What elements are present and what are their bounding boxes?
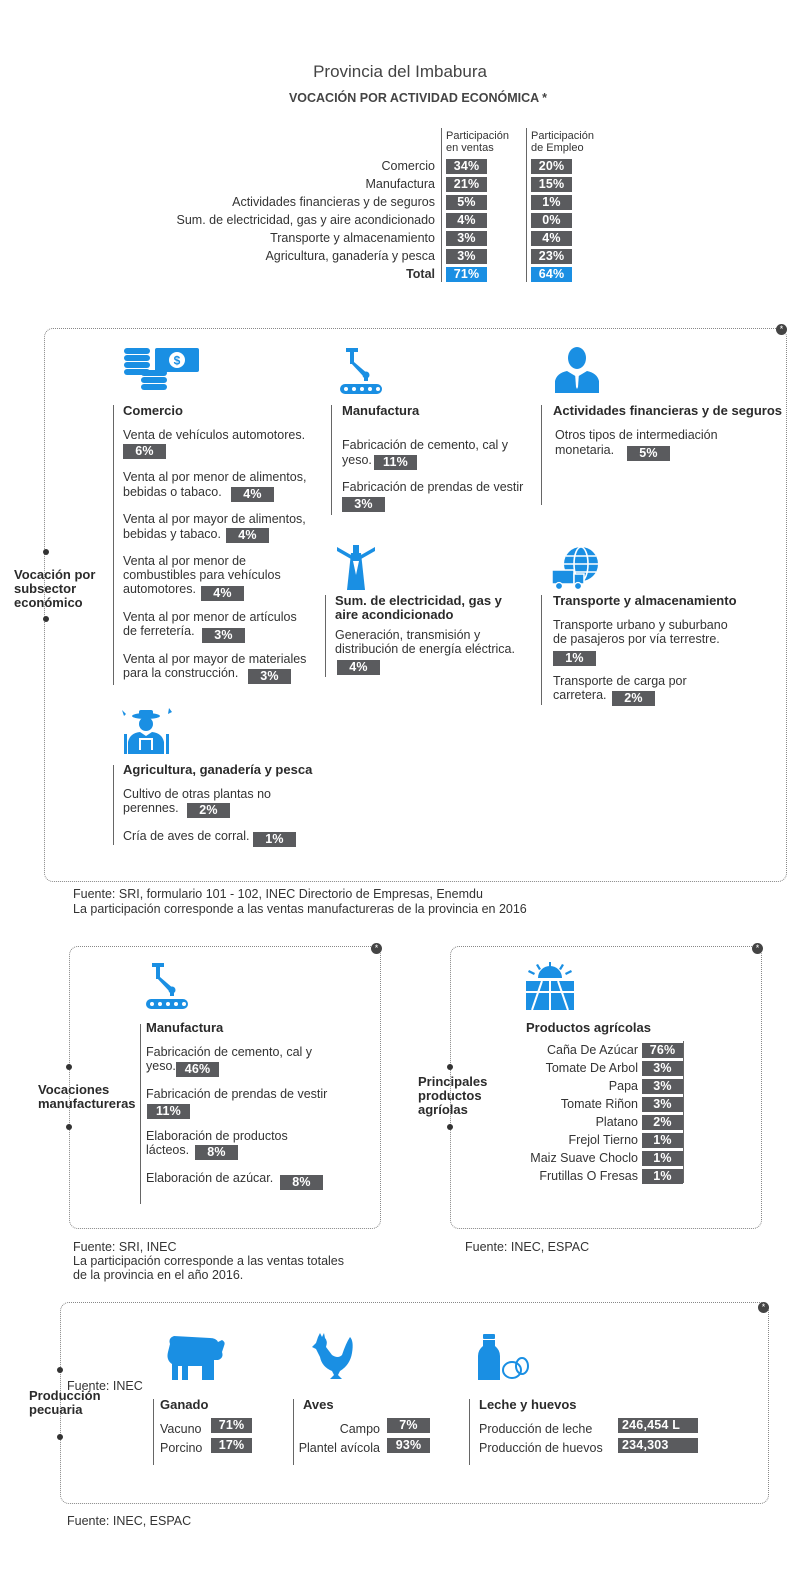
side-label-line: Vocación por <box>14 567 96 582</box>
agri-products-title: Productos agrícolas <box>526 1020 651 1035</box>
milk-eggs-icon <box>476 1334 530 1380</box>
summary-total-sales: 71% <box>446 267 487 282</box>
source-note: Fuente: SRI, INEC <box>73 1240 177 1254</box>
summary-row-label: Transporte y almacenamiento <box>270 231 435 245</box>
list-item: Producción de huevos <box>479 1441 603 1455</box>
list-item: Generación, transmisión y <box>335 628 481 642</box>
svg-text:$: $ <box>173 353 181 368</box>
manufacturing-side-label <box>38 1083 136 1111</box>
list-item-value: 3% <box>642 1079 683 1094</box>
source-note: La participación corresponde a las ventas manufactureras de la provincia en 2016 <box>73 902 527 916</box>
subsector-side-label <box>14 568 95 610</box>
list-item: Cría de aves de corral. <box>123 829 250 843</box>
side-dot <box>57 1434 63 1440</box>
side-label-line: económico <box>14 595 83 610</box>
list-item: Transporte urbano y suburbano <box>553 618 728 632</box>
side-dot <box>43 549 49 555</box>
list-item-value: 7% <box>387 1418 430 1433</box>
cow-icon <box>164 1334 228 1380</box>
list-item: perennes. <box>123 801 179 815</box>
list-item-value: 2% <box>642 1115 683 1130</box>
electricidad-title-2: aire acondicionado <box>335 607 454 622</box>
side-dot <box>43 616 49 622</box>
list-item-value: 2% <box>187 803 230 818</box>
asterisk-badge: * <box>752 943 763 954</box>
list-item-value: 1% <box>642 1169 683 1184</box>
list-item: Venta al por mayor de materiales <box>123 652 307 666</box>
robot-arm-icon <box>146 963 188 1009</box>
robot-arm-icon <box>340 348 382 394</box>
list-item-value: 1% <box>642 1151 683 1166</box>
summary-sales-value: 4% <box>446 213 487 228</box>
list-item: automotores. <box>123 582 196 596</box>
list-item: combustibles para vehículos <box>123 568 281 582</box>
list-item: Plantel avícola <box>298 1441 380 1455</box>
financieras-title: Actividades financieras y de seguros <box>553 403 783 418</box>
page-title: Provincia del Imbabura <box>313 62 487 81</box>
globe-truck-icon <box>552 546 600 590</box>
list-item: Vacuno <box>160 1422 202 1436</box>
side-label-line: pecuaria <box>29 1402 83 1417</box>
side-dot <box>447 1064 453 1070</box>
list-item-value: 3% <box>642 1097 683 1112</box>
list-item: Transporte de carga por <box>553 674 687 688</box>
source-note: La participación corresponde a las ventas totales <box>73 1254 344 1268</box>
sun-field-icon <box>526 962 574 1010</box>
col-header-sales-2: en ventas <box>446 142 494 154</box>
side-dot <box>66 1124 72 1130</box>
list-item: Porcino <box>160 1441 203 1455</box>
summary-employment-value: 15% <box>531 177 572 192</box>
list-item: Producción de leche <box>479 1422 593 1436</box>
source-note: Fuente: INEC, ESPAC <box>67 1514 192 1528</box>
summary-employment-value: 4% <box>531 231 572 246</box>
side-label-line: productos <box>418 1088 482 1103</box>
side-label-line: Producción <box>29 1388 101 1403</box>
list-item-value: 93% <box>387 1438 430 1453</box>
list-item-value: 6% <box>123 444 166 459</box>
side-dot <box>57 1367 63 1373</box>
ganado-title: Ganado <box>160 1397 209 1412</box>
col-header-employment-1: Participación <box>531 130 594 142</box>
source-note: de la provincia en el año 2016. <box>73 1268 244 1282</box>
list-item: lácteos. <box>146 1143 190 1157</box>
leche-title: Leche y huevos <box>479 1397 577 1412</box>
businessman-icon <box>555 347 599 393</box>
summary-sales-value: 34% <box>446 159 487 174</box>
list-item: Venta de vehículos automotores. <box>123 428 306 442</box>
summary-total-employment: 64% <box>531 267 572 282</box>
list-item: yeso. <box>342 453 372 467</box>
list-item: de ferretería. <box>123 624 195 638</box>
source-note: Fuente: INEC, ESPAC <box>465 1240 590 1254</box>
list-item: Venta al por menor de artículos <box>123 610 297 624</box>
list-item: distribución de energía eléctrica. <box>335 642 515 656</box>
list-item-value: 8% <box>195 1145 238 1160</box>
summary-employment-value: 0% <box>531 213 572 228</box>
source-note: Fuente: SRI, formulario 101 - 102, INEC Directorio de Empresas, Enemdu <box>73 887 483 901</box>
list-item: Platano <box>595 1115 638 1129</box>
list-item: Tomate De Arbol <box>545 1061 638 1075</box>
list-item: Fabricación de prendas de vestir <box>342 480 524 494</box>
power-tower-icon <box>337 545 375 590</box>
list-item-value: 2% <box>612 691 655 706</box>
list-item-value: 4% <box>226 528 269 543</box>
asterisk-badge: * <box>758 1302 769 1313</box>
list-item: Venta al por mayor de alimentos, <box>123 512 306 526</box>
agri-side-label <box>418 1075 487 1117</box>
list-item-value: 8% <box>280 1175 323 1190</box>
summary-sales-value: 21% <box>446 177 487 192</box>
list-item: Maiz Suave Choclo <box>530 1151 638 1165</box>
manufacturing-title: Manufactura <box>146 1020 224 1035</box>
list-item: Papa <box>608 1079 638 1093</box>
list-item: Fabricación de cemento, cal y <box>146 1045 313 1059</box>
summary-row-label: Manufactura <box>365 177 435 191</box>
summary-employment-value: 1% <box>531 195 572 210</box>
list-item: Venta al por menor de <box>123 554 246 568</box>
list-item-value: 76% <box>642 1043 683 1058</box>
list-item-value: 11% <box>374 455 417 470</box>
list-item: carretera. <box>553 688 607 702</box>
overlap-source-note: Fuente: INEC <box>67 1379 143 1393</box>
list-item-value: 4% <box>201 586 244 601</box>
list-item: Otros tipos de intermediación <box>555 428 718 442</box>
list-item-value: 1% <box>253 832 296 847</box>
list-item-value: 71% <box>211 1418 252 1433</box>
list-item-value: 1% <box>642 1133 683 1148</box>
list-item: Tomate Riñon <box>560 1097 638 1111</box>
list-item-value: 3% <box>202 628 245 643</box>
summary-row-label: Sum. de electricidad, gas y aire acondicionado <box>176 213 435 227</box>
list-item-value: 4% <box>231 487 274 502</box>
list-item: Venta al por menor de alimentos, <box>123 470 307 484</box>
summary-sales-value: 3% <box>446 231 487 246</box>
col-header-employment-2: de Empleo <box>531 142 584 154</box>
list-item-value: 3% <box>342 497 385 512</box>
summary-row-label: Comercio <box>381 159 435 173</box>
aves-title: Aves <box>303 1397 334 1412</box>
list-item-value: 5% <box>627 446 670 461</box>
list-item: Elaboración de azúcar. <box>146 1171 274 1185</box>
list-item-value: 3% <box>248 669 291 684</box>
summary-total-label: Total <box>406 267 435 281</box>
list-item-value: 4% <box>337 660 380 675</box>
list-item: Fabricación de prendas de vestir <box>146 1087 328 1101</box>
list-item: yeso. <box>146 1059 176 1073</box>
list-item-value: 17% <box>211 1438 252 1453</box>
list-item: para la construcción. <box>123 666 239 680</box>
manufactura-title: Manufactura <box>342 403 420 418</box>
list-item-value: 46% <box>176 1062 219 1077</box>
col-header-sales-1: Participación <box>446 130 509 142</box>
page-subtitle: VOCACIÓN POR ACTIVIDAD ECONÓMICA * <box>288 91 548 105</box>
agricultura-title: Agricultura, ganadería y pesca <box>123 762 313 777</box>
list-item: de pasajeros por vía terrestre. <box>553 632 720 646</box>
side-label-line: Principales <box>418 1074 488 1089</box>
side-label-line: manufactureras <box>38 1096 136 1111</box>
list-item-value: 234,303 <box>618 1438 698 1453</box>
list-item-value: 3% <box>642 1061 683 1076</box>
list-item: Campo <box>339 1422 380 1436</box>
summary-sales-value: 3% <box>446 249 487 264</box>
coins-money-icon <box>124 346 200 394</box>
list-item: Fabricación de cemento, cal y <box>342 438 509 452</box>
list-item: bebidas y tabaco. <box>123 527 221 541</box>
comercio-title: Comercio <box>123 403 183 418</box>
side-label-line: subsector <box>14 581 77 596</box>
list-item-value: 246,454 L <box>618 1418 698 1433</box>
list-item-value: 1% <box>553 651 596 666</box>
list-item: Frejol Tierno <box>568 1133 638 1147</box>
list-item: Frutillas O Fresas <box>539 1169 638 1183</box>
list-item: Caña De Azúcar <box>546 1043 638 1057</box>
asterisk-badge: * <box>371 943 382 954</box>
list-item: monetaria. <box>555 443 615 457</box>
asterisk-badge: * <box>776 324 787 335</box>
livestock-side-label <box>29 1389 101 1417</box>
summary-employment-value: 23% <box>531 249 572 264</box>
summary-row-label: Actividades financieras y de seguros <box>232 195 435 209</box>
transporte-title: Transporte y almacenamiento <box>553 593 737 608</box>
list-item: Elaboración de productos <box>146 1129 288 1143</box>
summary-row-label: Agricultura, ganadería y pesca <box>265 249 435 263</box>
farmer-icon <box>122 708 172 754</box>
list-item-value: 11% <box>147 1104 190 1119</box>
list-item: bebidas o tabaco. <box>123 485 222 499</box>
side-dot <box>66 1064 72 1070</box>
side-label-line: agríolas <box>418 1102 468 1117</box>
list-item: Cultivo de otras plantas no <box>123 787 272 801</box>
electricidad-title-1: Sum. de electricidad, gas y <box>335 593 502 608</box>
summary-employment-value: 20% <box>531 159 572 174</box>
side-dot <box>447 1124 453 1130</box>
summary-sales-value: 5% <box>446 195 487 210</box>
side-label-line: Vocaciones <box>38 1082 110 1097</box>
rooster-icon <box>308 1333 354 1381</box>
